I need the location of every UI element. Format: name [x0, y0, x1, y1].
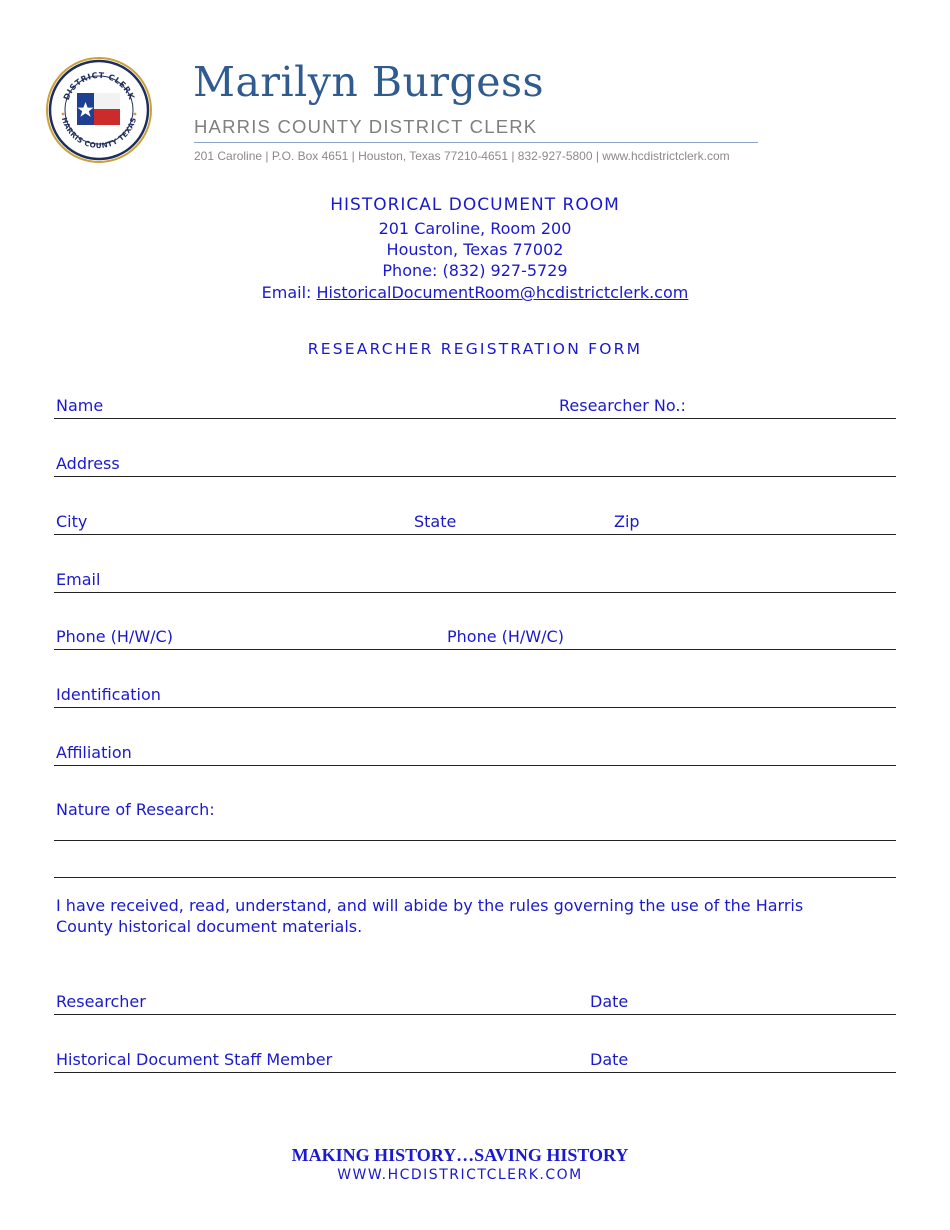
researcher-no-label: Researcher No.:	[559, 396, 686, 415]
nature-of-research-label: Nature of Research:	[56, 800, 215, 819]
room-email-link[interactable]: HistoricalDocumentRoom@hcdistrictclerk.com	[316, 283, 689, 302]
staff-date-label: Date	[590, 1050, 629, 1069]
staff-signature-line[interactable]	[54, 1072, 896, 1073]
clerk-contact-info: 201 Caroline | P.O. Box 4651 | Houston, Texas 77210-4651 | 832-927-5800 | www.hcdistrictclerk.com	[194, 149, 730, 163]
room-email-line	[0, 283, 950, 302]
room-address-line1: 201 Caroline, Room 200	[378, 219, 572, 238]
affiliation-label: Affiliation	[56, 743, 132, 762]
affiliation-field-line[interactable]	[54, 765, 896, 766]
name-label: Name	[56, 396, 104, 415]
phone2-label: Phone (H/W/C)	[447, 627, 564, 646]
nature-field-line-2[interactable]	[54, 877, 896, 878]
texas-flag-icon	[77, 93, 120, 125]
header-divider	[194, 142, 758, 143]
email-field-line[interactable]	[54, 592, 896, 593]
address-label: Address	[56, 454, 120, 473]
form-title: RESEARCHER REGISTRATION FORM	[307, 340, 643, 358]
zip-label: Zip	[614, 512, 640, 531]
address-field-line[interactable]	[54, 476, 896, 477]
nature-field-line-1[interactable]	[54, 840, 896, 841]
room-title: HISTORICAL DOCUMENT ROOM	[330, 195, 620, 215]
city-state-zip-field-line[interactable]	[54, 534, 896, 535]
room-email-label: Email:	[261, 283, 317, 302]
clerk-name: Marilyn Burgess	[193, 58, 545, 106]
district-clerk-seal	[45, 56, 153, 164]
staff-signature-label: Historical Document Staff Member	[56, 1050, 333, 1069]
footer-motto: MAKING HISTORY…SAVING HISTORY	[291, 1145, 629, 1165]
room-address-line2: Houston, Texas 77002	[386, 240, 564, 259]
phone1-label: Phone (H/W/C)	[56, 627, 173, 646]
state-label: State	[414, 512, 457, 531]
phone-field-line[interactable]	[54, 649, 896, 650]
researcher-date-label: Date	[590, 992, 629, 1011]
city-label: City	[56, 512, 88, 531]
identification-field-line[interactable]	[54, 707, 896, 708]
room-phone: Phone: (832) 927-5729	[382, 261, 568, 280]
email-label: Email	[56, 570, 101, 589]
svg-text:DISTRICT CLERK: DISTRICT CLERK	[61, 70, 137, 102]
svg-text:HARRIS COUNTY TEXAS: HARRIS COUNTY TEXAS	[59, 116, 139, 151]
name-field-line[interactable]	[54, 418, 896, 419]
acknowledgement-statement: I have received, read, understand, and will abide by the rules governing the use of the Harris County historical document materials.	[56, 896, 804, 936]
researcher-signature-label: Researcher	[56, 992, 146, 1011]
clerk-title: HARRIS COUNTY DISTRICT CLERK	[194, 116, 538, 137]
footer-url[interactable]: WWW.HCDISTRICTCLERK.COM	[337, 1167, 583, 1183]
researcher-signature-line[interactable]	[54, 1014, 896, 1015]
identification-label: Identification	[56, 685, 161, 704]
